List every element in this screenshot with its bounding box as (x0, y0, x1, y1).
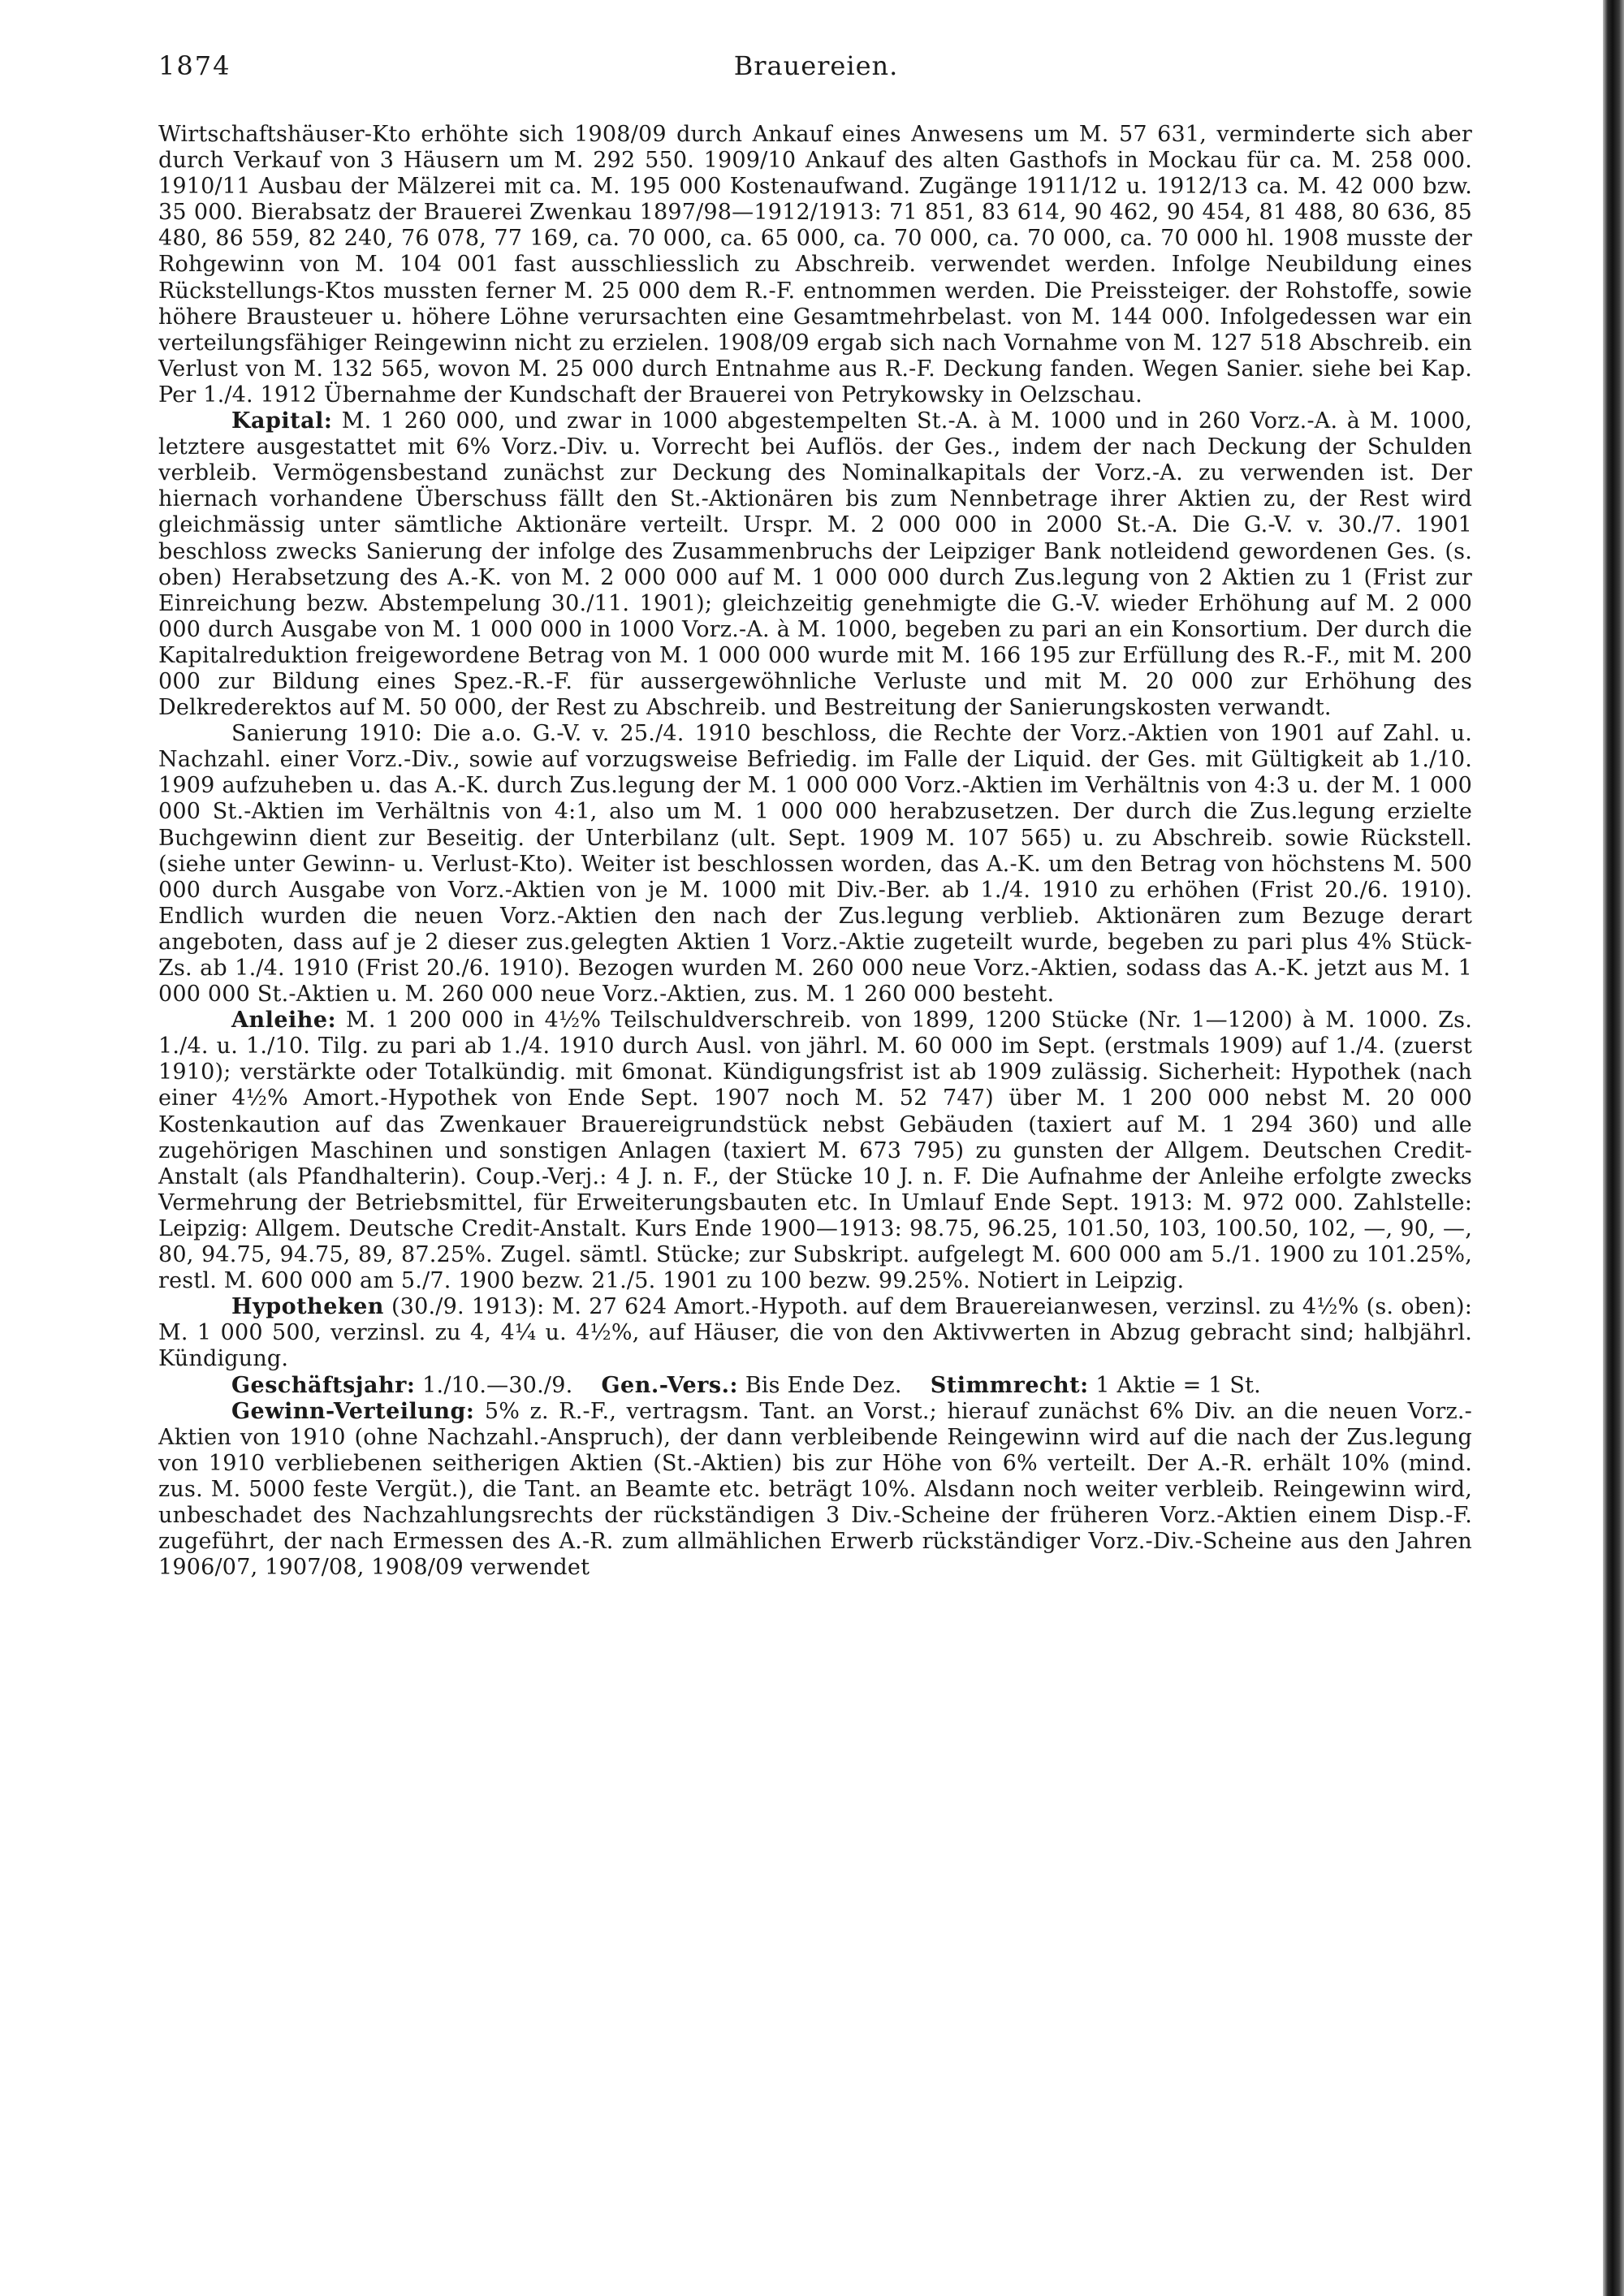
page-body (158, 122, 1472, 1581)
section-label-kapital: Kapital: (231, 408, 333, 434)
paragraph-anleihe (158, 1008, 1472, 1294)
page-number: 1874 (158, 50, 231, 81)
section-label-anleihe: Anleihe: (231, 1008, 337, 1034)
paragraph-text: 5% z. R.-F., vertragsm. Tant. an Vorst.; hierauf zunächst 6% Div. an die neuen Vorz.-Aktien von 1910 (ohne Nachzahl.-Anspruch), der dann verbleibende Reingewinn wird auf die nach der Zus.legung von 1910 verbliebenen seitherigen Aktien (St.-Aktien) bis zur Höhe von 6% verteilt. Der A.-R. erhält 10% (mind. zus. M. 5000 feste Vergüt.), die Tant. an Beamte etc. beträgt 10%. Alsdann noch weiter verbleib. Reingewinn wird, unbeschadet des Nachzahlungsrechts der rückständigen 3 Div.-Scheine der früheren Vorz.-Aktien einem Disp.-F. zugeführt, der nach Ermessen des A.-R. zum allmählichen Erwerb rückständiger Vorz.-Div.-Scheine aus den Jahren 1906/07, 1907/08, 1908/09 verwendet (158, 1398, 1472, 1581)
paragraph-kapital (158, 408, 1472, 721)
paragraph-bierabsatz (158, 122, 1472, 408)
paragraph-text: 1./10.—30./9. (415, 1372, 573, 1398)
paragraph-sanierung (158, 721, 1472, 1008)
section-label-geschaeftsjahr: Geschäftsjahr: (231, 1372, 416, 1398)
paragraph-text: M. 1 200 000 in 4½% Teilschuldverschreib. von 1899, 1200 Stücke (Nr. 1—1200) à M. 1000. Zs. 1./4. u. 1./10. Tilg. zu pari ab 1./4. 1910 durch Ausl. von jährl. M. 60 000 im Sept. (erstmals 1909) auf 1./4. (zuerst 1910); verstärkte oder Totalkündig. mit 6monat. Kündigungsfrist ist ab 1909 zulässig. Sicherheit: Hypothek (nach einer 4½% Amort.-Hypothek von Ende Sept. 1907 noch M. 52 747) über M. 1 200 000 nebst M. 20 000 Kostenkaution auf das Zwenkauer Brauereigrundstück nebst Gebäuden (taxiert auf M. 1 294 360) und alle zugehörigen Maschinen und sonstigen Anlagen (taxiert M. 673 795) zu gunsten der Allgem. Deutschen Credit-Anstalt (als Pfandhalterin). Coup.-Verj.: 4 J. n. F., der Stücke 10 J. n. F. Die Aufnahme der Anleihe erfolgte zwecks Vermehrung der Betriebsmittel, für Erweiterungsbauten etc. In Umlauf Ende Sept. 1913: M. 972 000. Zahlstelle: Leipzig: Allgem. Deutsche Credit-Anstalt. Kurs Ende 1900—1913: 98.75, 96.25, 101.50, 103, 100.50, 102, —, 90, —, 80, 94.75, 94.75, 89, 87.25%. Zugel. sämtl. Stücke; zur Subskript. aufgelegt M. 600 000 am 5./1. 1900 zu 101.25%, restl. M. 600 000 am 5./7. 1900 bezw. 21./5. 1901 zu 100 bezw. 99.25%. Notiert in Leipzig. (158, 1008, 1472, 1294)
section-label-gen-vers: Gen.-Vers.: (601, 1372, 738, 1398)
scan-edge (1603, 0, 1624, 2296)
paragraph-text: Sanierung 1910: Die a.o. G.-V. v. 25./4. 1910 beschloss, die Rechte der Vorz.-Aktien von 1901 auf Zahl. u. Nachzahl. einer Vorz.-Div., sowie auf vorzugsweise Befriedig. im Falle der Liquid. der Ges. mit Gültigkeit ab 1./10. 1909 aufzuheben u. das A.-K. durch Zus.legung der M. 1 000 000 Vorz.-Aktien im Verhältnis von 4:3 u. der M. 1 000 000 St.-Aktien im Verhältnis von 4:1, also um M. 1 000 000 herabzusetzen. Der durch die Zus.legung erzielte Buchgewinn dient zur Beseitig. der Unterbilanz (ult. Sept. 1909 M. 107 565) u. zu Abschreib. sowie Rückstell. (siehe unter Gewinn- u. Verlust-Kto). Weiter ist beschlossen worden, das A.-K. um den Betrag von höchstens M. 500 000 durch Ausgabe von Vorz.-Aktien von je M. 1000 mit Div.-Ber. ab 1./4. 1910 zu erhöhen (Frist 20./6. 1910). Endlich wurden die neuen Vorz.-Aktien den nach der Zus.legung verblieb. Aktionären zum Bezuge derart angeboten, dass auf je 2 dieser zus.gelegten Aktien 1 Vorz.-Aktie zugeteilt wurde, begeben zu pari plus 4% Stück-Zs. ab 1./4. 1910 (Frist 20./6. 1910). Bezogen wurden M. 260 000 neue Vorz.-Aktien, sodass das A.-K. jetzt aus M. 1 000 000 St.-Aktien u. M. 260 000 neue Vorz.-Aktien, zus. M. 1 260 000 besteht. (158, 721, 1472, 1008)
paragraph-text: Bis Ende Dez. (737, 1372, 902, 1398)
paragraph-hypotheken (158, 1294, 1472, 1372)
paragraph-gewinn-verteilung (158, 1399, 1472, 1582)
paragraph-text: 1 Aktie = 1 St. (1088, 1372, 1261, 1398)
section-label-hypotheken: Hypotheken (231, 1294, 384, 1320)
paragraph-text: M. 1 260 000, und zwar in 1000 abgestempelten St.-A. à M. 1000 und in 260 Vorz.-A. à M. 1000, letztere ausgestattet mit 6% Vorz.-Div. u. Vorrecht bei Auflös. der Ges., indem der nach Deckung der Schulden verbleib. Vermögensbestand zunächst zur Deckung des Nominalkapitals der Vorz.-A. zu verwenden ist. Der hiernach vorhandene Überschuss fällt den St.-Aktionären bis zum Nennbetrage ihrer Aktien zu, der Rest wird gleichmässig unter sämtliche Aktionäre verteilt. Urspr. M. 2 000 000 in 2000 St.-A. Die G.-V. v. 30./7. 1901 beschloss zwecks Sanierung der infolge des Zusammenbruchs der Leipziger Bank notleidend gewordenen Ges. (s. oben) Herabsetzung des A.-K. von M. 2 000 000 auf M. 1 000 000 durch Zus.legung von 2 Aktien zu 1 (Frist zur Einreichung bezw. Abstempelung 30./11. 1901); gleichzeitig genehmigte die G.-V. wieder Erhöhung auf M. 2 000 000 durch Ausgabe von M. 1 000 000 in 1000 Vorz.-A. à M. 1000, begeben zu pari an ein Konsortium. Der durch die Kapitalreduktion freigewordene Betrag von M. 1 000 000 wurde mit M. 166 195 zur Erfüllung des R.-F., mit M. 200 000 zur Bildung eines Spez.-R.-F. für aussergewöhnliche Verluste und mit M. 20 000 zur Erhöhung des Delkrederektos auf M. 50 000, der Rest zu Abschreib. und Bestreitung der Sanierungskosten verwandt. (158, 408, 1472, 721)
paragraph-text: Wirtschaftshäuser-Kto erhöhte sich 1908/09 durch Ankauf eines Anwesens um M. 57 631, verminderte sich aber durch Verkauf von 3 Häusern um M. 292 550. 1909/10 Ankauf des alten Gasthofs in Mockau für ca. M. 258 000. 1910/11 Ausbau der Mälzerei mit ca. M. 195 000 Kostenaufwand. Zugänge 1911/12 u. 1912/13 ca. M. 42 000 bzw. 35 000. Bierabsatz der Brauerei Zwenkau 1897/98—1912/1913: 71 851, 83 614, 90 462, 90 454, 81 488, 80 636, 85 480, 86 559, 82 240, 76 078, 77 169, ca. 70 000, ca. 65 000, ca. 70 000, ca. 70 000, ca. 70 000 hl. 1908 musste der Rohgewinn von M. 104 001 fast ausschliesslich zu Abschreib. verwendet werden. Infolge Neubildung eines Rückstellungs-Ktos mussten ferner M. 25 000 dem R.-F. entnommen werden. Die Preissteiger. der Rohstoffe, sowie höhere Brausteuer u. höhere Löhne verursachten eine Gesamtmehrbelast. von M. 144 000. Infolgedessen war ein verteilungsfähiger Reingewinn nicht zu erzielen. 1908/09 ergab sich nach Vornahme von M. 127 518 Abschreib. ein Verlust von M. 132 565, wovon M. 25 000 durch Entnahme aus R.-F. Deckung fanden. Wegen Sanier. siehe bei Kap. Per 1./4. 1912 Übernahme der Kundschaft der Brauerei von Petrykowsky in Oelzschau. (158, 122, 1472, 408)
section-label-stimmrecht: Stimmrecht: (930, 1372, 1089, 1398)
page-header (158, 50, 1474, 83)
paragraph-geschaeftsjahr (158, 1373, 1472, 1399)
running-title: Brauereien. (733, 50, 899, 81)
paragraph-text: (30./9. 1913): M. 27 624 Amort.-Hypoth. auf dem Brauereianwesen, verzinsl. zu 4½% (s. oben): M. 1 000 500, verzinsl. zu 4, 4¼ u. 4½%, auf Häuser, die von den Aktivwerten in Abzug gebracht sind; halbjährl. Kündigung. (158, 1294, 1472, 1372)
section-label-gewinn-verteilung: Gewinn-Verteilung: (231, 1398, 475, 1424)
